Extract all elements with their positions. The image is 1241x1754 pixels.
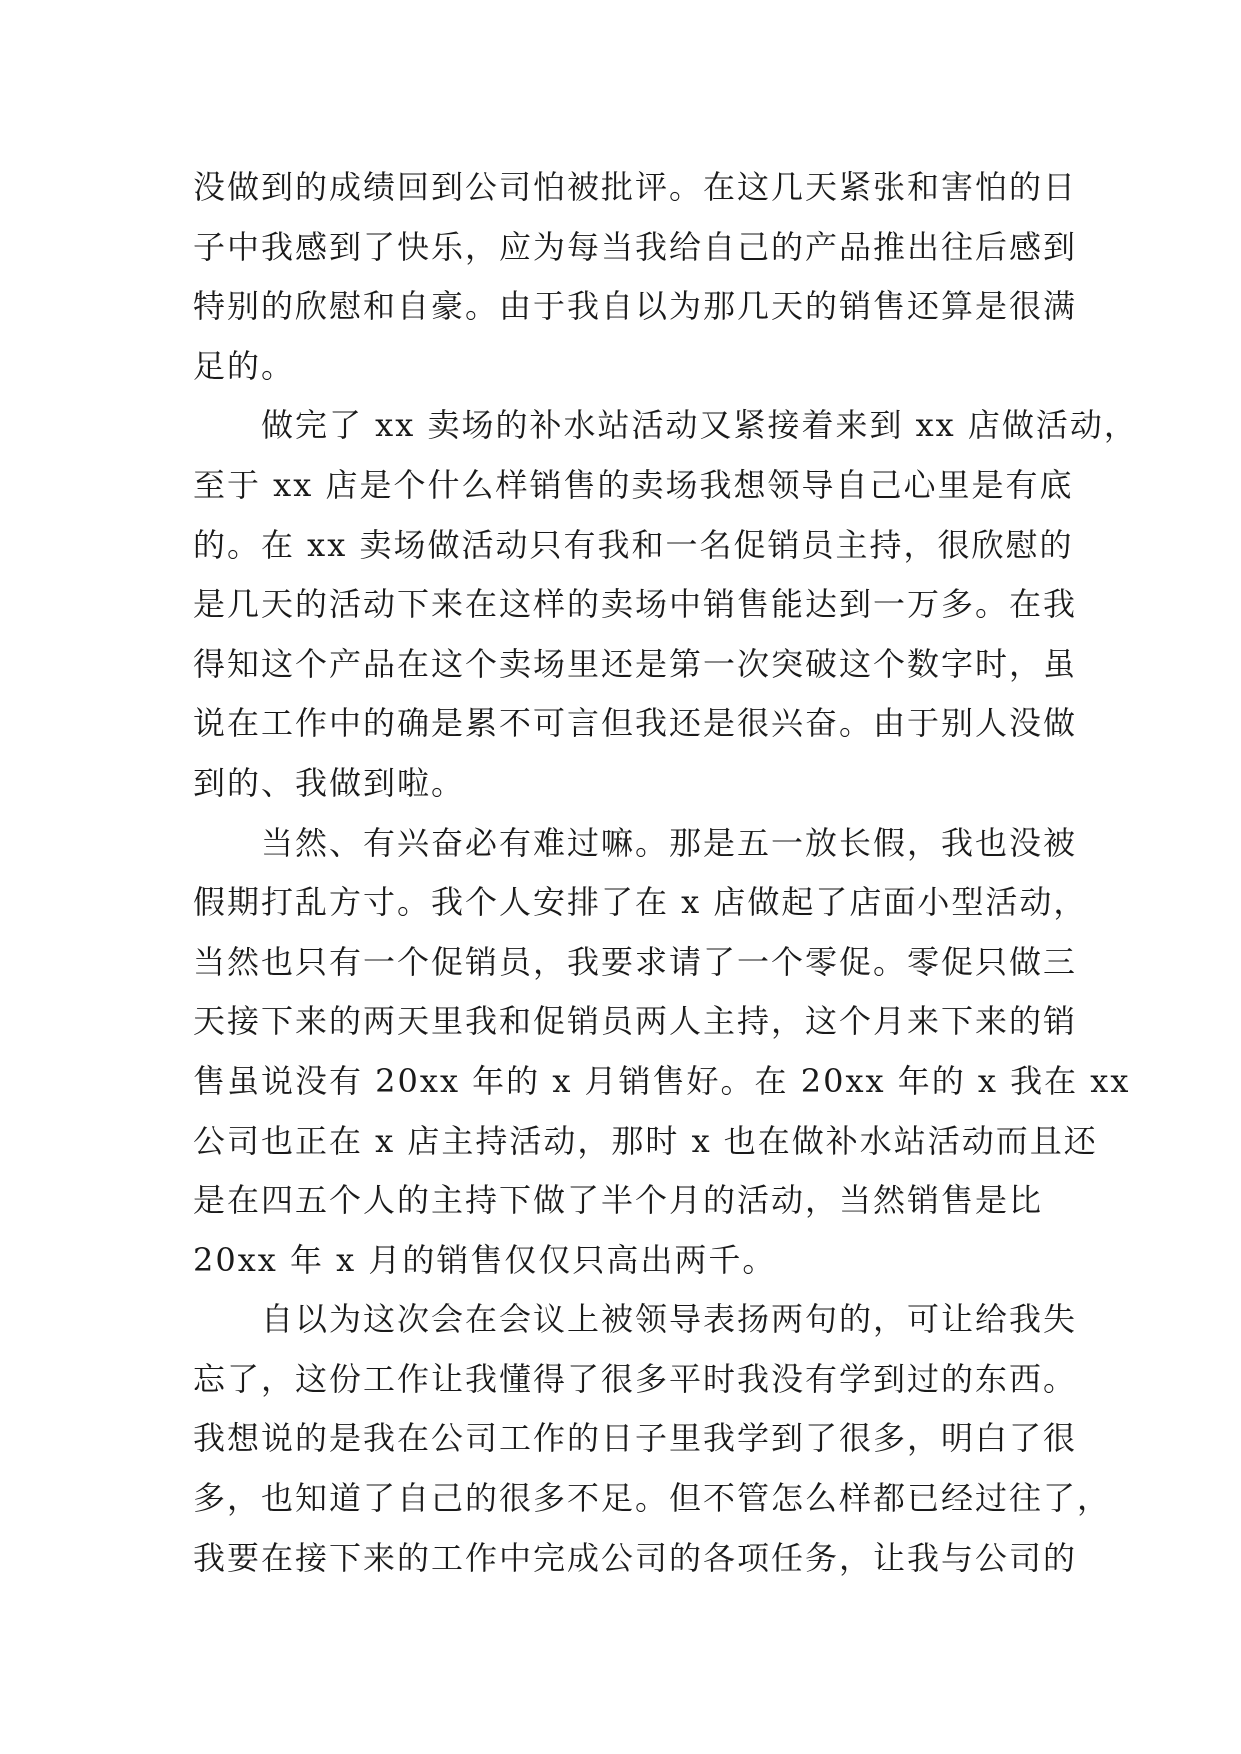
body-text bbox=[193, 158, 1138, 1588]
text-line: 当然也只有一个促销员，我要求请了一个零促。零促只做三 bbox=[193, 942, 1078, 981]
paragraph-4 bbox=[193, 1290, 1112, 1588]
text-line: 足的。 bbox=[193, 346, 296, 385]
text-line: 假期打乱方寸。我个人安排了在 x 店做起了店面小型活动， bbox=[193, 883, 1088, 922]
text-line: 特别的欣慰和自豪。由于我自以为那几天的销售还算是很满 bbox=[193, 287, 1078, 326]
text-line: 我要在接下来的工作中完成公司的各项任务，让我与公司的 bbox=[193, 1538, 1078, 1577]
text-line: 公司也正在 x 店主持活动，那时 x 也在做补水站活动而且还 bbox=[193, 1121, 1098, 1160]
text-line: 忘了，这份工作让我懂得了很多平时我没有学到过的东西。 bbox=[193, 1359, 1078, 1398]
text-line: 是在四五个人的主持下做了半个月的活动，当然销售是比 bbox=[193, 1181, 1044, 1220]
paragraph-2 bbox=[193, 396, 1138, 813]
text-line: 做完了 xx 卖场的补水站活动又紧接着来到 xx 店做活动， bbox=[261, 406, 1138, 445]
text-line: 子中我感到了快乐，应为每当我给自己的产品推出往后感到 bbox=[193, 227, 1078, 266]
text-line: 我想说的是我在公司工作的日子里我学到了很多，明白了很 bbox=[193, 1419, 1078, 1458]
text-line: 多，也知道了自己的很多不足。但不管怎么样都已经过往了， bbox=[193, 1479, 1112, 1518]
text-line: 当然、有兴奋必有难过嘛。那是五一放长假，我也没被 bbox=[261, 823, 1078, 862]
text-line: 天接下来的两天里我和促销员两人主持，这个月来下来的销 bbox=[193, 1002, 1078, 1041]
text-line: 至于 xx 店是个什么样销售的卖场我想领导自己心里是有底 bbox=[193, 465, 1074, 504]
text-line: 的。在 xx 卖场做活动只有我和一名促销员主持，很欣慰的 bbox=[193, 525, 1074, 564]
text-line: 说在工作中的确是累不可言但我还是很兴奋。由于别人没做 bbox=[193, 704, 1078, 743]
text-line: 售虽说没有 20xx 年的 x 月销售好。在 20xx 年的 x 我在 xx bbox=[193, 1061, 1131, 1100]
text-line: 自以为这次会在会议上被领导表扬两句的，可让给我失 bbox=[261, 1300, 1078, 1339]
text-line: 得知这个产品在这个卖场里还是第一次突破这个数字时，虽 bbox=[193, 644, 1078, 683]
paragraph-3 bbox=[193, 814, 1131, 1291]
text-line: 20xx 年 x 月的销售仅仅只高出两千。 bbox=[193, 1240, 777, 1279]
text-line: 是几天的活动下来在这样的卖场中销售能达到一万多。在我 bbox=[193, 585, 1078, 624]
text-line: 到的、我做到啦。 bbox=[193, 763, 466, 802]
paragraph-1 bbox=[193, 158, 1078, 396]
text-line: 没做到的成绩回到公司怕被批评。在这几天紧张和害怕的日 bbox=[193, 168, 1078, 206]
